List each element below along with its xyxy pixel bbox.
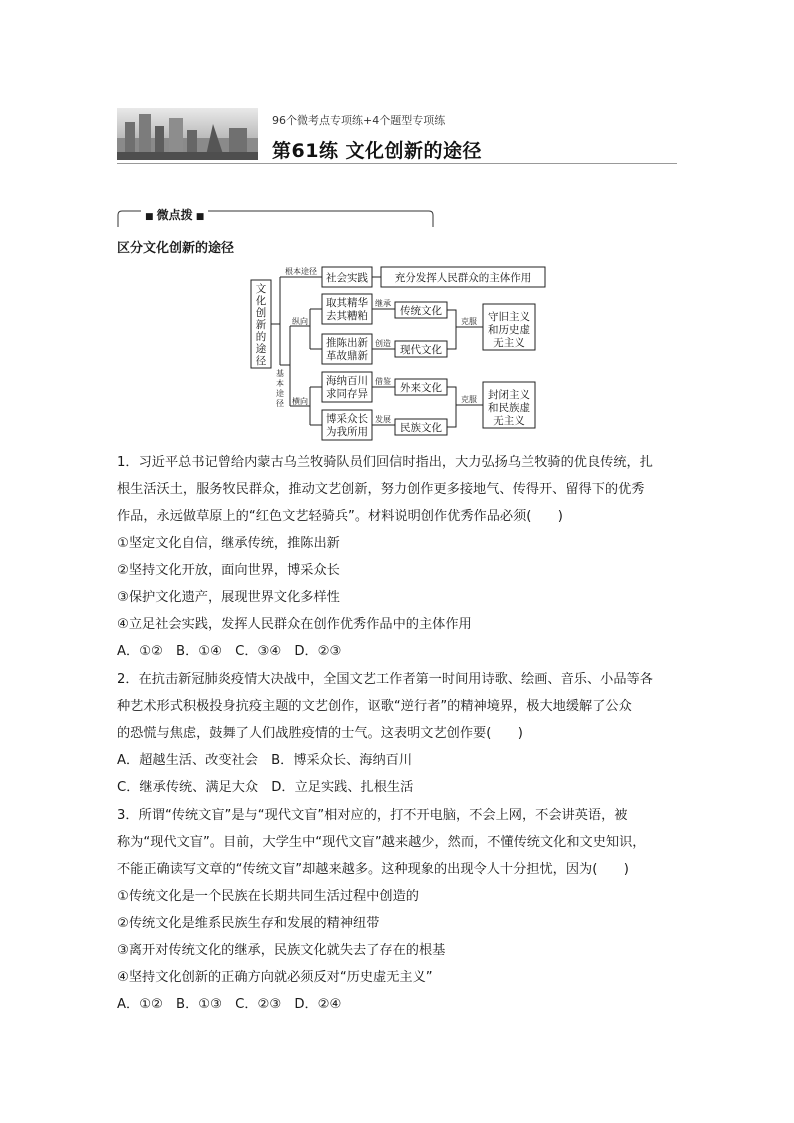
national-text: 民族文化 [400, 422, 442, 434]
quqi-line-1: 取其精华 [326, 297, 368, 309]
basic-label-2: 本 [276, 379, 284, 388]
header-divider [117, 163, 677, 164]
basic-label-4: 径 [276, 399, 284, 408]
modern-text: 现代文化 [400, 344, 442, 356]
question-2-choices: A．超越生活、改变社会 B．博采众长、海纳百川 [117, 753, 413, 768]
question-1-option: ④立足社会实践，发挥人民群众在创作优秀作品中的主体作用 [117, 617, 472, 632]
tuichen-line-2: 革故鼎新 [326, 350, 368, 362]
question-3-line: 不能正确读写文章的“传统文盲”却越来越多。这种现象的出现令人十分担忧，因为( ) [117, 862, 629, 877]
question-2-choices: C．继承传统、满足大众 D．立足实践、扎根生活 [117, 780, 414, 795]
page-title: 第61练 文化创新的途径 [272, 140, 483, 162]
question-1-line: 作品，永远做草原上的“红色文艺轻骑兵”。材料说明创作优秀作品必须( ) [117, 509, 563, 524]
foreign-text: 外来文化 [400, 382, 442, 394]
root-char-3: 创 [255, 307, 267, 319]
culture-innovation-diagram [250, 264, 550, 444]
vertical-label: 纵向 [292, 317, 308, 326]
question-1-option: ③保护文化遗产，展现世界文化多样性 [117, 590, 340, 605]
tip-label-text: 微点拨 [156, 208, 193, 222]
question-3-option: ③离开对传统文化的继承，民族文化就失去了存在的根基 [117, 943, 446, 958]
root-char-7: 径 [255, 355, 267, 367]
tip-label: ■ 微点拨 ■ [141, 206, 208, 223]
haina-line-2: 求同存异 [326, 388, 368, 400]
header-banner-image [117, 108, 258, 160]
result2-line-1: 封闭主义 [488, 389, 530, 401]
question-3-option: ④坚持文化创新的正确方向就必须反对“历史虚无主义” [117, 970, 433, 985]
root-char-4: 新 [255, 319, 267, 331]
tuichen-line-1: 推陈出新 [326, 337, 368, 349]
question-2-line: 种艺术形式积极投身抗疫主题的文艺创作，讴歌“逆行者”的精神境界，极大地缓解了公众 [117, 699, 632, 714]
question-1-line: 1．习近平总书记曾给内蒙古乌兰牧骑队员们回信时指出，大力弘扬乌兰牧骑的优良传统，扎 [117, 455, 653, 470]
question-2-line: 的恐慌与焦虑，鼓舞了人们战胜疫情的士气。这表明文艺创作要( ) [117, 726, 523, 741]
question-3 [117, 802, 682, 1018]
edge-chuangzao: 创造 [375, 339, 391, 348]
overcome-label-1: 克服 [461, 317, 477, 326]
question-3-line: 3．所谓“传统文盲”是与“现代文盲”相对应的，打不开电脑，不会上网，不会讲英语，被 [117, 808, 628, 823]
result1-line-2: 和历史虚 [488, 324, 530, 336]
question-1 [117, 449, 682, 665]
quqi-line-2: 去其糟粕 [326, 310, 368, 322]
bocai-line-2: 为我所用 [326, 426, 368, 438]
root-char-6: 途 [255, 343, 267, 355]
haina-line-1: 海纳百川 [326, 375, 368, 387]
question-1-line: 根生活沃土，服务牧民群众，推动文艺创新，努力创作更多接地气、传得开、留得下的优秀 [117, 482, 645, 497]
fundamental-label: 根本途径 [285, 267, 317, 276]
root-char-5: 的 [255, 331, 267, 343]
result2-line-3: 无主义 [493, 415, 525, 427]
question-3-option: ②传统文化是维系民族生存和发展的精神纽带 [117, 916, 380, 931]
root-char-1: 文 [255, 283, 267, 295]
question-2-line: 2．在抗击新冠肺炎疫情大决战中，全国文艺工作者第一时间用诗歌、绘画、音乐、小品等各 [117, 672, 653, 687]
result2-line-2: 和民族虚 [488, 402, 530, 414]
result1-line-3: 无主义 [493, 337, 525, 349]
basic-label-1: 基 [276, 369, 284, 378]
question-1-option: ②坚持文化开放，面向世界，博采众长 [117, 563, 340, 578]
result1-line-1: 守旧主义 [488, 311, 530, 323]
horizontal-label: 横向 [292, 397, 308, 406]
people-role-text: 充分发挥人民群众的主体作用 [394, 272, 532, 284]
question-1-option: ①坚定文化自信，继承传统，推陈出新 [117, 536, 340, 551]
question-3-option: ①传统文化是一个民族在长期共同生活过程中创造的 [117, 889, 419, 904]
edge-jiejian: 借鉴 [375, 377, 391, 386]
social-practice-text: 社会实践 [326, 272, 368, 284]
traditional-text: 传统文化 [400, 305, 442, 317]
basic-label-3: 途 [276, 389, 284, 398]
question-1-choices: A．①② B．①④ C．③④ D．②③ [117, 644, 342, 659]
edge-fazhan: 发展 [375, 415, 391, 424]
question-3-line: 称为“现代文盲”。目前，大学生中“现代文盲”越来越少，然而，不懂传统文化和文史知识， [117, 835, 646, 850]
overcome-label-2: 克服 [461, 395, 477, 404]
edge-jicheng: 继承 [375, 299, 391, 308]
root-char-2: 化 [255, 295, 267, 307]
question-2 [117, 666, 682, 801]
series-subtitle: 96个微考点专项练+4个题型专项练 [272, 114, 446, 127]
bocai-line-1: 博采众长 [326, 413, 368, 425]
section-subhead: 区分文化创新的途径 [117, 241, 235, 256]
question-3-choices: A．①② B．①③ C．②③ D．②④ [117, 997, 342, 1012]
